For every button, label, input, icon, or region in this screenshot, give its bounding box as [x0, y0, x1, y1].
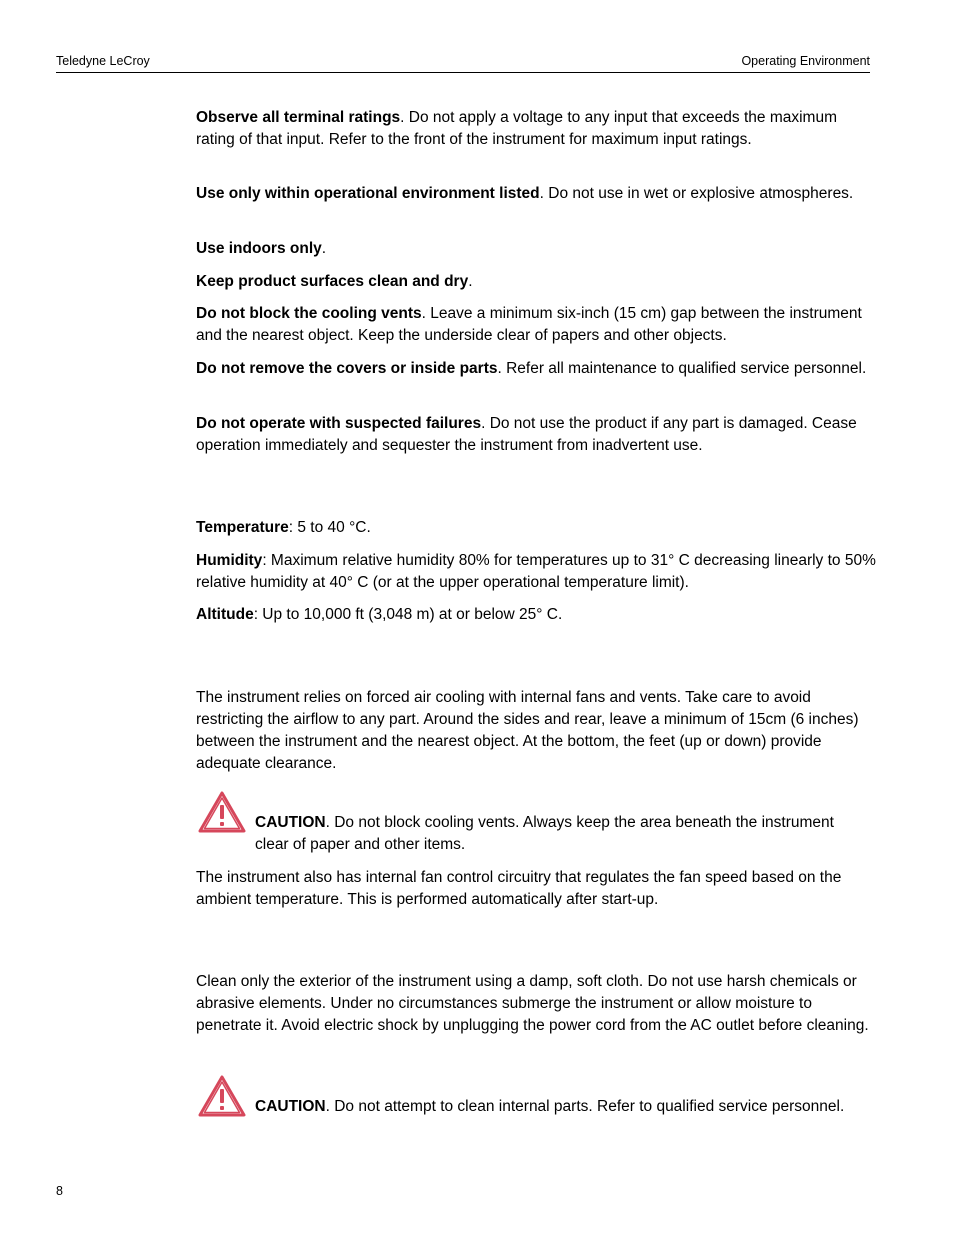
cleaning-paragraph: Clean only the exterior of the instrument using a damp, soft cloth. Do not use harsh chemicals or abrasive elements. Under no circumstances submerge the instrument or allow moisture to penetrate it. Avoid electric shock by unplugging the power cord from the AC outlet before cleaning. [196, 973, 869, 1034]
warning-triangle-icon [197, 1074, 247, 1118]
env-altitude: Altitude: Up to 10,000 ft (3,048 m) at or below 25° C. [196, 606, 563, 623]
rule-indoors: Use indoors only. [196, 240, 327, 257]
page-header [56, 52, 870, 73]
cleaning-caution: CAUTION. Do not attempt to clean internal parts. Refer to qualified service personnel. [255, 1098, 845, 1115]
rule-terminal-ratings: Observe all terminal ratings. Do not apply a voltage to any input that exceeds the maximum rating of that input. Refer to the front of the instrument for maximum input ratings. [196, 109, 838, 148]
page-number: 8 [56, 1184, 63, 1198]
rule-covers: Do not remove the covers or inside parts. Refer all maintenance to qualified service personnel. [196, 360, 867, 377]
rule-clean-dry: Keep product surfaces clean and dry. [196, 273, 473, 290]
header-section: Operating Environment [741, 54, 870, 68]
env-temperature: Temperature: 5 to 40 °C. [196, 519, 371, 536]
warning-triangle-icon [197, 790, 247, 834]
fan-control-paragraph: The instrument also has internal fan control circuitry that regulates the fan speed based on the ambient temperature. This is performed automatically after start-up. [196, 869, 842, 908]
rule-operational-environment: Use only within operational environment listed. Do not use in wet or explosive atmospheres. [196, 185, 854, 202]
cooling-caution: CAUTION. Do not block cooling vents. Always keep the area beneath the instrument clear of paper and other items. [255, 814, 834, 853]
header-company: Teledyne LeCroy [56, 54, 150, 68]
rule-cooling-vents: Do not block the cooling vents. Leave a minimum six-inch (15 cm) gap between the instrument and the nearest object. Keep the underside clear of papers and other objects. [196, 305, 862, 344]
env-humidity: Humidity: Maximum relative humidity 80% for temperatures up to 31° C decreasing linearly to 50% relative humidity at 40° C (or at the upper operational temperature limit). [196, 552, 876, 591]
rule-suspected-failures: Do not operate with suspected failures. Do not use the product if any part is damaged. Cease operation immediately and sequester the instrument from inadvertent use. [196, 415, 857, 454]
cooling-paragraph: The instrument relies on forced air cooling with internal fans and vents. Take care to avoid restricting the airflow to any part. Around the sides and rear, leave a minimum of 15cm (6 inches) between the instrument and the nearest object. At the bottom, the feet (up or down) provide adequate clearance. [196, 689, 859, 772]
